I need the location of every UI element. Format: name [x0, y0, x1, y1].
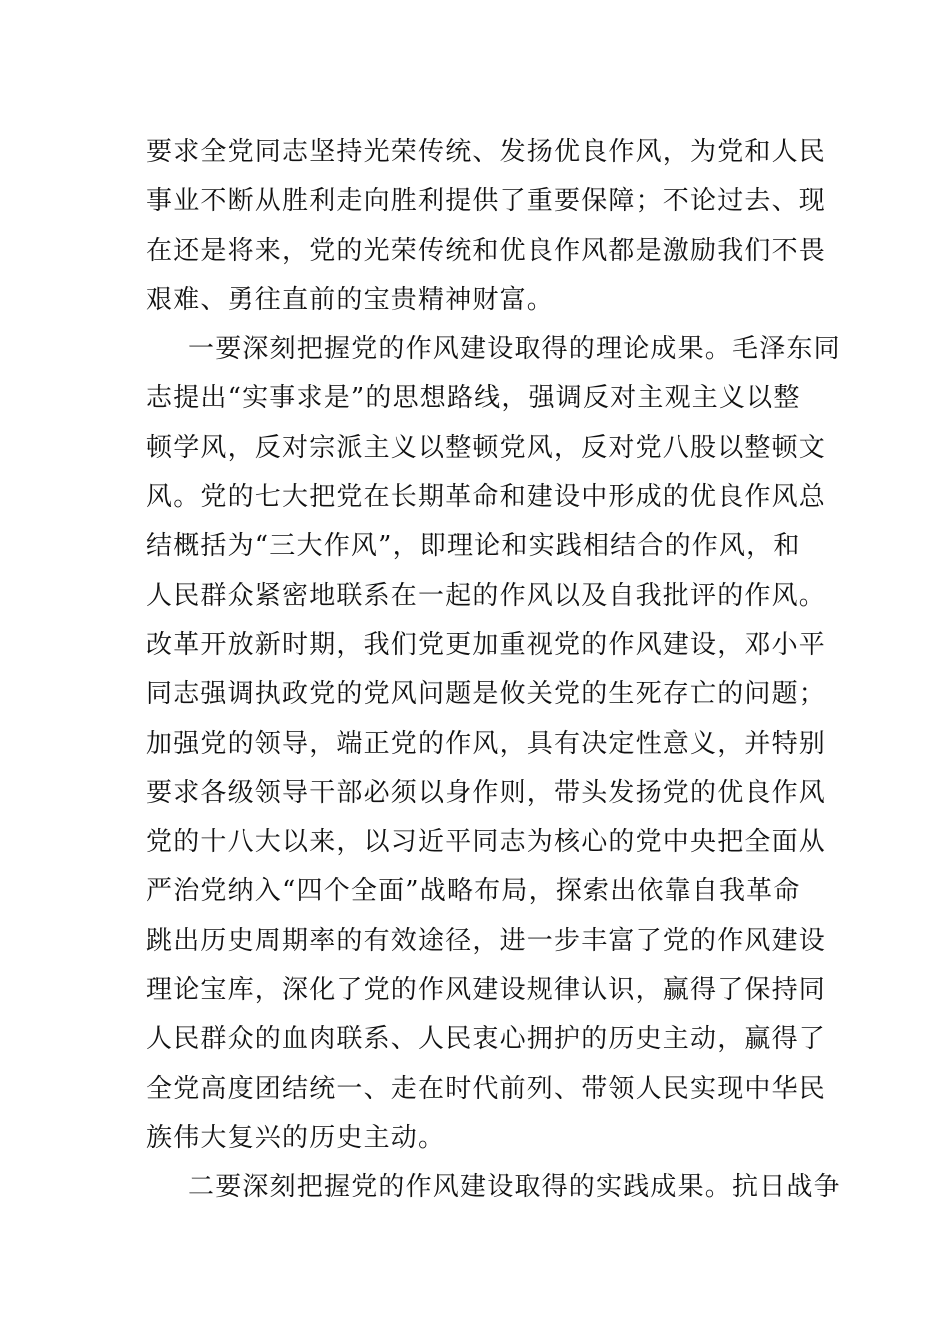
text-line: 结概括为“三大作风”，即理论和实践相结合的作风，和 — [146, 531, 801, 562]
text-line: 全党高度团结统一、走在时代前列、带领人民实现中华民 — [146, 1073, 827, 1104]
body-text — [146, 128, 841, 1213]
paragraph-start-line: 一要深刻把握党的作风建设取得的理论成果。毛泽东同 — [188, 334, 841, 365]
text-line: 人民群众的血肉联系、人民衷心拥护的历史主动，赢得了 — [146, 1024, 827, 1055]
text-line: 风。党的七大把党在长期革命和建设中形成的优良作风总 — [146, 482, 827, 513]
text-line: 改革开放新时期，我们党更加重视党的作风建设，邓小平 — [146, 629, 827, 660]
text-line: 同志强调执政党的党风问题是攸关党的生死存亡的问题； — [146, 679, 827, 710]
text-line: 加强党的领导，端正党的作风，具有决定性意义，并特别 — [146, 728, 827, 759]
text-line: 跳出历史周期率的有效途径，进一步丰富了党的作风建设 — [146, 925, 827, 956]
text-line: 族伟大复兴的历史主动。 — [146, 1122, 446, 1153]
text-line: 理论宝库，深化了党的作风建设规律认识，赢得了保持同 — [146, 975, 827, 1006]
text-line: 志提出“实事求是”的思想路线，强调反对主观主义以整 — [146, 383, 801, 414]
text-line: 人民群众紧密地联系在一起的作风以及自我批评的作风。 — [146, 580, 827, 611]
text-line: 事业不断从胜利走向胜利提供了重要保障；不论过去、现 — [146, 186, 827, 217]
text-line: 要求各级领导干部必须以身作则，带头发扬党的优良作风 — [146, 777, 827, 808]
text-line: 严治党纳入“四个全面”战略布局，探索出依靠自我革命 — [146, 876, 801, 907]
text-line: 艰难、勇往直前的宝贵精神财富。 — [146, 284, 555, 315]
text-line: 顿学风，反对宗派主义以整顿党风，反对党八股以整顿文 — [146, 432, 827, 463]
text-line: 党的十八大以来，以习近平同志为核心的党中央把全面从 — [146, 827, 827, 858]
paragraph-start-line: 二要深刻把握党的作风建设取得的实践成果。抗日战争 — [188, 1172, 841, 1203]
text-line: 要求全党同志坚持光荣传统、发扬优良作风，为党和人民 — [146, 137, 827, 167]
text-line: 在还是将来，党的光荣传统和优良作风都是激励我们不畏 — [146, 235, 827, 266]
